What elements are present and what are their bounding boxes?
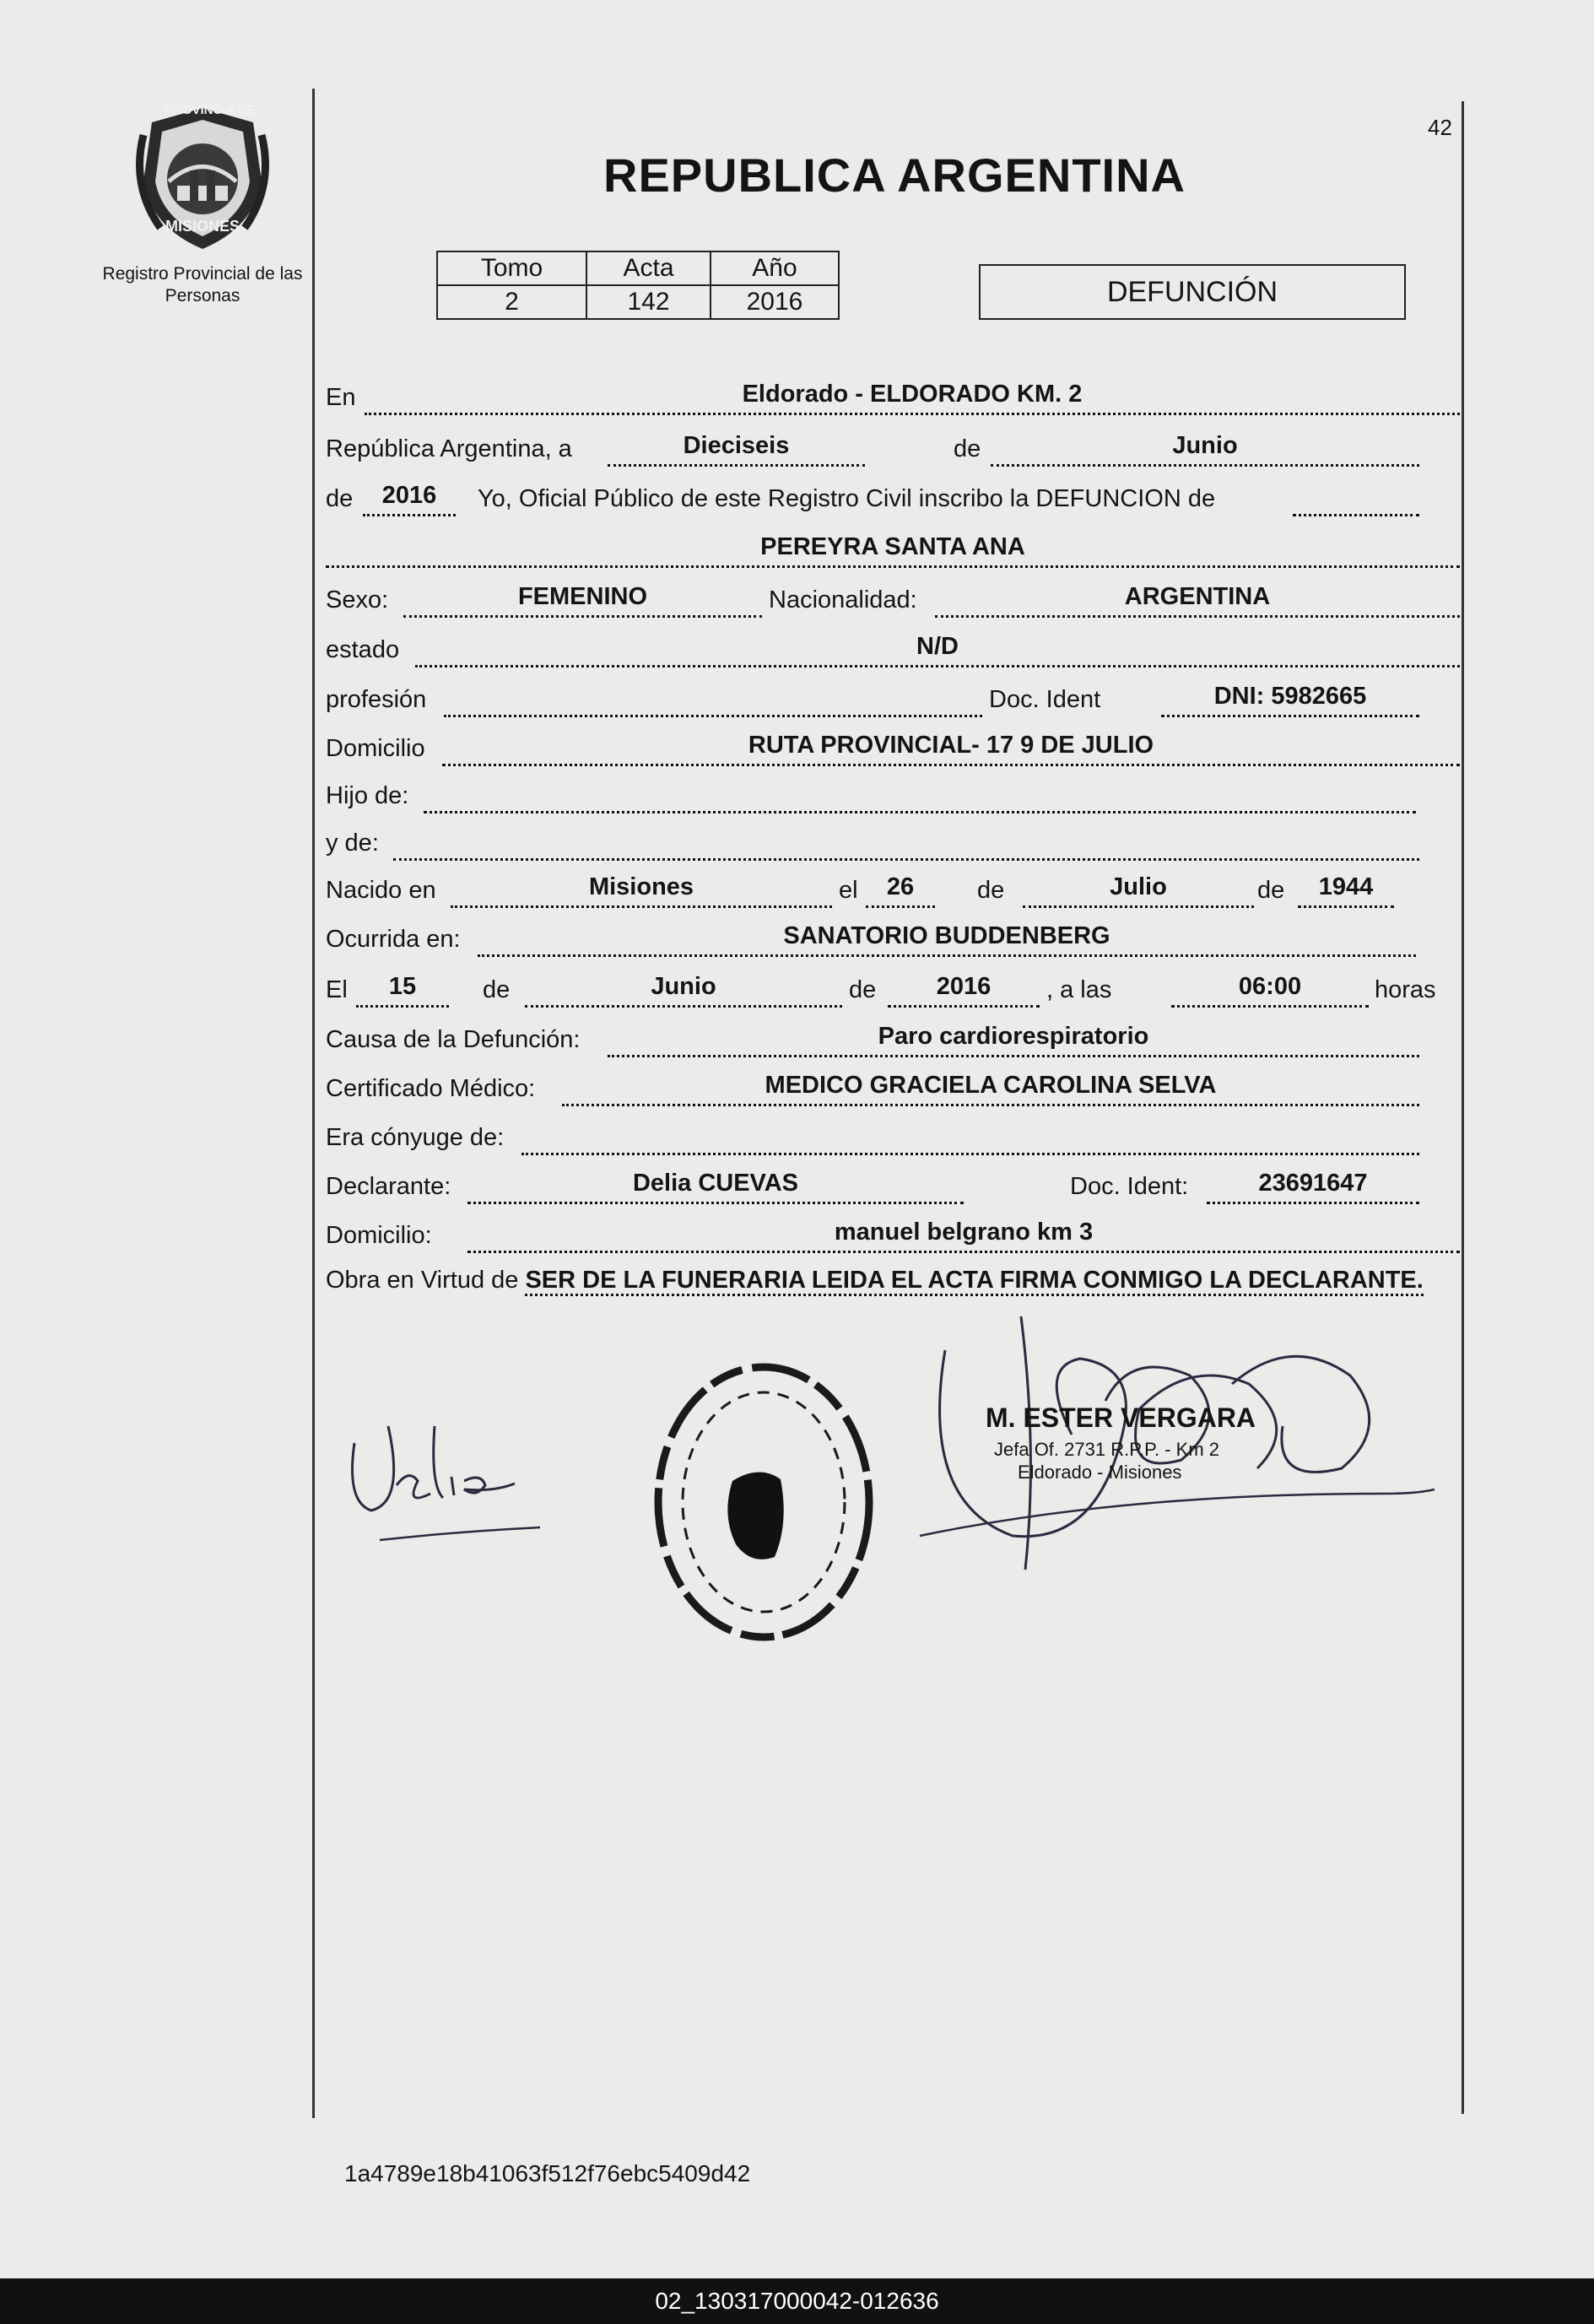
decl-doc-field: 23691647 <box>1207 1165 1419 1204</box>
obra-text: SER DE LA FUNERARIA LEIDA EL ACTA FIRMA CONMIGO LA DECLARANTE. <box>525 1267 1423 1296</box>
official-round-seal <box>633 1354 894 1658</box>
anio-header: Año <box>711 251 839 285</box>
def-mes-field: Junio <box>525 968 842 1008</box>
nombre-field: PEREYRA SANTA ANA <box>326 528 1460 568</box>
row-en <box>326 376 1594 416</box>
row-fecha <box>326 427 1594 468</box>
domicilio-field: RUTA PROVINCIAL- 17 9 DE JULIO <box>442 727 1460 766</box>
de-label-1: de <box>954 435 981 462</box>
file-id-footer: 02_130317000042-012636 <box>0 2278 1594 2324</box>
y-de-label: y de: <box>326 830 379 857</box>
profesion-label: profesión <box>326 686 427 713</box>
row-nombre <box>326 528 1594 569</box>
row-fecha-defuncion <box>326 968 1594 1008</box>
yo-text: Yo, Oficial Público de este Registro Civil inscribo la DEFUNCION de <box>478 485 1216 512</box>
row-y-de <box>326 821 1594 862</box>
row-profesion <box>326 678 1594 718</box>
sexo-label: Sexo: <box>326 586 389 613</box>
el-label: el <box>839 877 858 904</box>
row-nacido <box>326 868 1594 909</box>
row-certificado <box>326 1067 1594 1107</box>
republica-label: República Argentina, a <box>326 435 572 462</box>
declarante-field: Delia CUEVAS <box>467 1165 964 1204</box>
nacionalidad-field: ARGENTINA <box>935 578 1460 618</box>
doc-ident-field: DNI: 5982665 <box>1161 678 1419 717</box>
row-declarante <box>326 1165 1594 1205</box>
conyuge-label: Era cónyuge de: <box>326 1124 505 1151</box>
declarante-signature <box>338 1392 557 1561</box>
document-type-box: DEFUNCIÓN <box>979 264 1406 320</box>
anio-value: 2016 <box>711 285 839 319</box>
logo-text-bottom: MISIONES <box>165 218 240 235</box>
tomo-header: Tomo <box>437 251 586 285</box>
de-label-2: de <box>326 485 354 512</box>
row-conyuge <box>326 1116 1594 1156</box>
dia-field: Dieciseis <box>608 427 865 467</box>
row-sexo <box>326 578 1594 619</box>
left-margin-line <box>312 89 315 2118</box>
page-number: 42 <box>1428 115 1452 140</box>
def-anio-field: 2016 <box>888 968 1040 1008</box>
tomo-acta-anio-table <box>436 251 840 320</box>
logo-text-top: PROVINCIA DE <box>165 103 256 117</box>
profesion-field <box>444 678 982 717</box>
a-las-label: , a las <box>1046 976 1112 1003</box>
nacido-en-field: Misiones <box>451 868 832 908</box>
y-de-field <box>393 821 1419 861</box>
row-ocurrida <box>326 917 1594 958</box>
row-causa <box>326 1018 1594 1058</box>
en-field: Eldorado - ELDORADO KM. 2 <box>365 376 1460 415</box>
de-label-5: de <box>483 976 511 1003</box>
def-dia-field: 15 <box>356 968 449 1008</box>
registro-provincial-label: Registro Provincial de las Personas <box>102 264 303 305</box>
document-hash: 1a4789e18b41063f512f76ebc5409d42 <box>344 2160 751 2186</box>
de-label-6: de <box>849 976 877 1003</box>
en-label: En <box>326 384 356 411</box>
row-hijo <box>326 774 1594 814</box>
nac-dia-field: 26 <box>866 868 935 908</box>
causa-field: Paro cardiorespiratorio <box>608 1018 1419 1057</box>
declarante-label: Declarante: <box>326 1173 451 1200</box>
decl-domicilio-label: Domicilio: <box>326 1222 432 1249</box>
nacido-label: Nacido en <box>326 877 436 904</box>
anio-field: 2016 <box>363 477 456 516</box>
de-label-3: de <box>977 877 1005 904</box>
row-anio <box>326 477 1594 517</box>
ocurrida-en-field: SANATORIO BUDDENBERG <box>478 917 1416 957</box>
hijo-label: Hijo de: <box>326 782 409 809</box>
decl-domicilio-field: manuel belgrano km 3 <box>467 1213 1460 1253</box>
acta-header: Acta <box>586 251 711 285</box>
estado-label: estado <box>326 636 400 663</box>
certificado-field: MEDICO GRACIELA CAROLINA SELVA <box>562 1067 1419 1106</box>
official-signature <box>911 1283 1451 1586</box>
yo-blank-field <box>1293 477 1419 516</box>
tomo-value: 2 <box>437 285 586 319</box>
nac-anio-field: 1944 <box>1298 868 1394 908</box>
conyuge-field <box>521 1116 1419 1155</box>
official-stamp-name: M. ESTER VERGARA <box>986 1403 1256 1433</box>
obra-label: Obra en Virtud de <box>326 1267 519 1294</box>
row-decl-domicilio <box>326 1213 1594 1254</box>
de-label-4: de <box>1257 877 1285 904</box>
domicilio-label: Domicilio <box>326 735 425 762</box>
row-domicilio <box>326 727 1594 767</box>
certificado-label: Certificado Médico: <box>326 1075 536 1102</box>
hora-field: 06:00 <box>1171 968 1369 1008</box>
hijo-field <box>424 774 1416 813</box>
page-title: REPUBLICA ARGENTINA <box>603 149 1186 202</box>
ocurrida-label: Ocurrida en: <box>326 926 461 953</box>
row-estado <box>326 628 1594 668</box>
sexo-field: FEMENINO <box>403 578 762 618</box>
estado-field: N/D <box>415 628 1460 667</box>
nac-mes-field: Julio <box>1023 868 1254 908</box>
decl-doc-label: Doc. Ident: <box>1070 1173 1189 1200</box>
doc-ident-label: Doc. Ident <box>989 686 1101 713</box>
causa-label: Causa de la Defunción: <box>326 1026 581 1053</box>
nacionalidad-label: Nacionalidad: <box>769 586 917 613</box>
mes-field: Junio <box>991 427 1419 467</box>
acta-value: 142 <box>586 285 711 319</box>
horas-label: horas <box>1375 976 1436 1003</box>
el2-label: El <box>326 976 348 1003</box>
official-stamp-office: Jefa Of. 2731 R.P.P. - Km 2 <box>994 1439 1219 1460</box>
official-stamp-location: Eldorado - Misiones <box>1018 1462 1182 1483</box>
